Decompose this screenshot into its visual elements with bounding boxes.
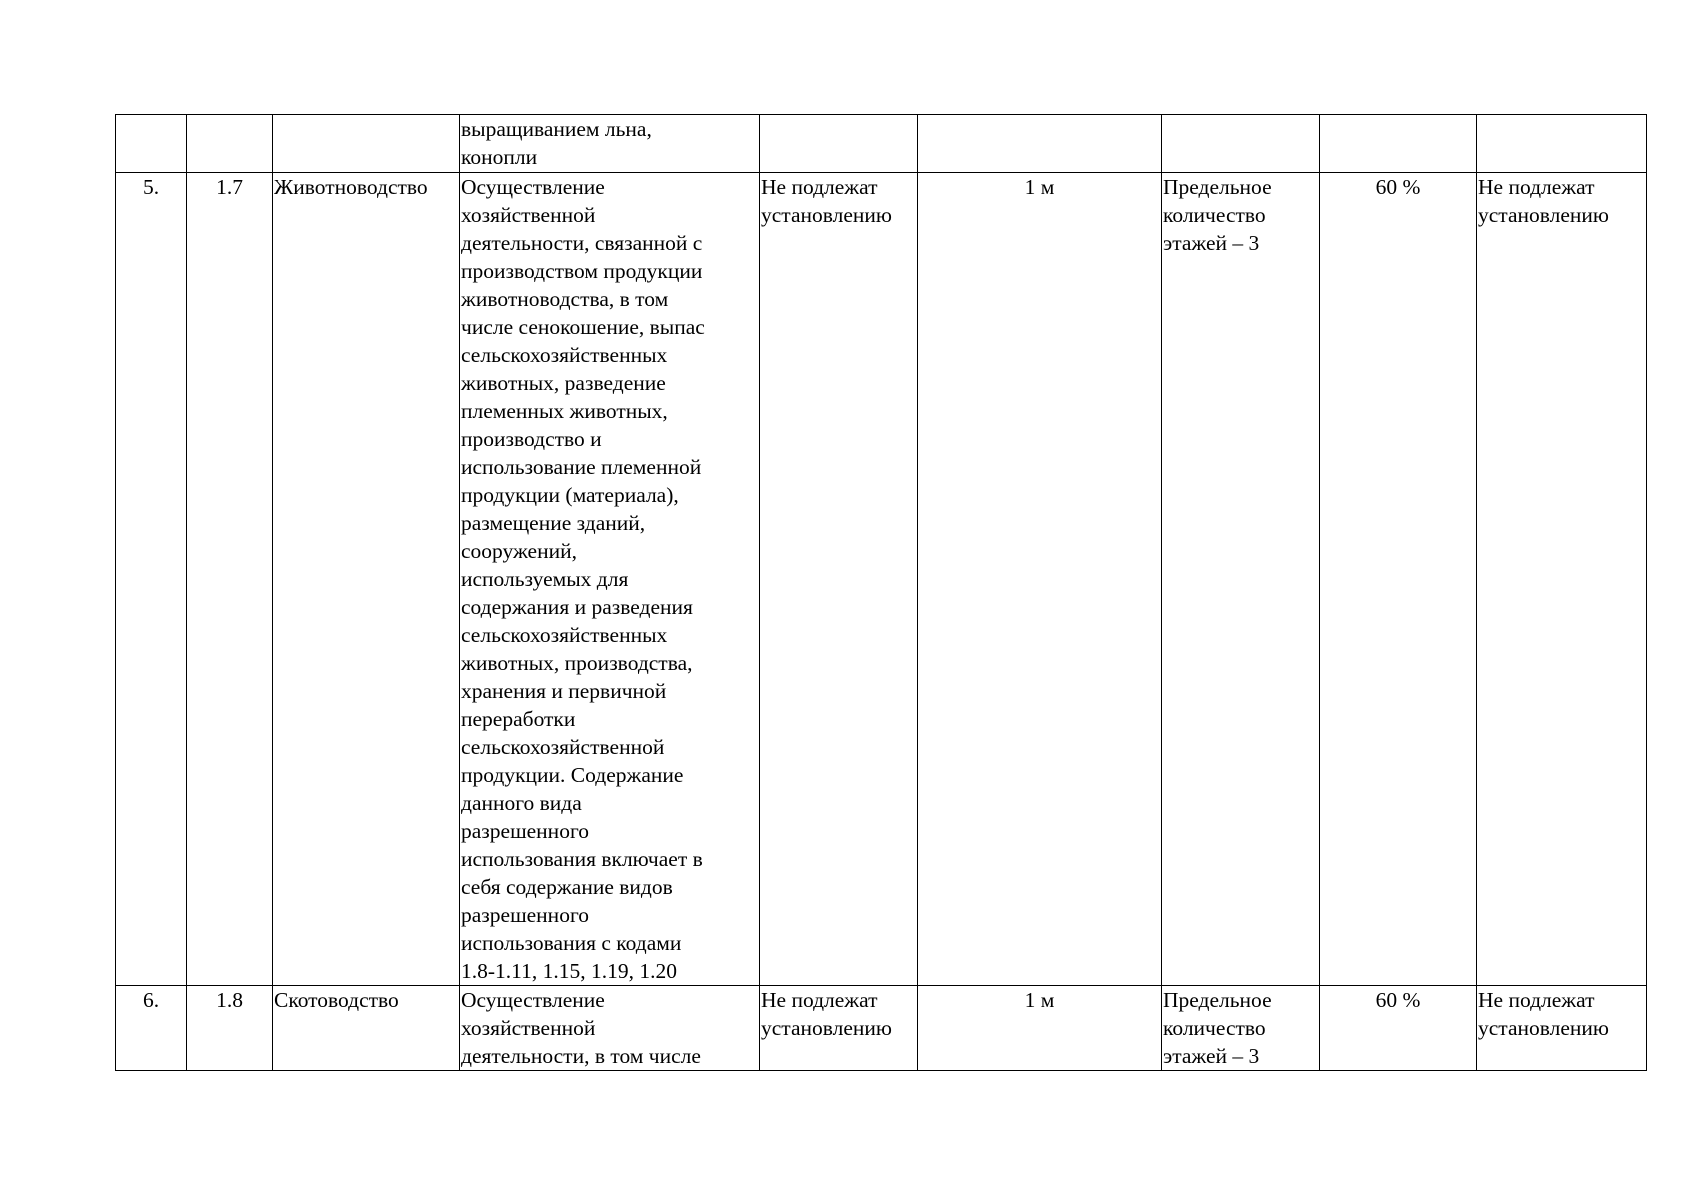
floors-line: количество — [1163, 203, 1266, 227]
size-limits-cell — [760, 986, 918, 1071]
description-line: переработки — [461, 707, 576, 731]
description-cell — [460, 173, 760, 986]
description-line: использования с кодами — [461, 931, 682, 955]
coverage-cell — [1320, 115, 1477, 173]
description-line: производство и — [461, 427, 602, 451]
description-line: содержания и разведения — [461, 595, 693, 619]
restrictions-cell — [1477, 115, 1647, 173]
description-line: данного вида — [461, 791, 582, 815]
floors-line: количество — [1163, 1016, 1266, 1040]
setback-cell: 1 м — [918, 173, 1162, 986]
description-line: хозяйственной — [461, 1016, 596, 1040]
description-line: себя содержание видов — [461, 875, 673, 899]
description-line: продукции. Содержание — [461, 763, 684, 787]
land-use-table — [115, 114, 1647, 1071]
description-line: сельскохозяйственной — [461, 735, 665, 759]
use-name-cell — [273, 115, 460, 173]
description-line: 1.8-1.11, 1.15, 1.19, 1.20 — [461, 959, 677, 983]
row-number-cell — [116, 115, 187, 173]
floors-cell — [1162, 986, 1320, 1071]
restrictions-line: установлению — [1478, 203, 1609, 227]
description-cell — [460, 115, 760, 173]
description-line: Осуществление — [461, 175, 605, 199]
floors-cell — [1162, 173, 1320, 986]
table-row — [116, 986, 1647, 1071]
description-line: племенных животных, — [461, 399, 668, 423]
floors-line: этажей – 3 — [1163, 1044, 1260, 1068]
restrictions-cell — [1477, 173, 1647, 986]
size-limits-line: Не подлежат — [761, 988, 878, 1012]
description-line: деятельности, связанной с — [461, 231, 703, 255]
floors-line: Предельное — [1163, 988, 1272, 1012]
coverage-cell: 60 % — [1320, 173, 1477, 986]
description-line: используемых для — [461, 567, 629, 591]
restrictions-line: установлению — [1478, 1016, 1609, 1040]
row-number-cell: 5. — [116, 173, 187, 986]
description-line: использование племенной — [461, 455, 702, 479]
description-line: хозяйственной — [461, 203, 596, 227]
floors-line: Предельное — [1163, 175, 1272, 199]
description-line: животноводства, в том — [461, 287, 669, 311]
description-line: животных, разведение — [461, 371, 666, 395]
setback-cell: 1 м — [918, 986, 1162, 1071]
size-limits-line: установлению — [761, 203, 892, 227]
table-row — [116, 173, 1647, 986]
code-cell: 1.7 — [187, 173, 273, 986]
code-cell: 1.8 — [187, 986, 273, 1071]
description-line: конопли — [461, 145, 538, 169]
description-line: Осуществление — [461, 988, 605, 1012]
description-line: выращиванием льна, — [461, 117, 652, 141]
use-name-cell: Скотоводство — [273, 986, 460, 1071]
floors-cell — [1162, 115, 1320, 173]
description-line: размещение зданий, — [461, 511, 646, 535]
size-limits-line: установлению — [761, 1016, 892, 1040]
description-line: сооружений, — [461, 539, 577, 563]
description-line: разрешенного — [461, 819, 589, 843]
description-line: сельскохозяйственных — [461, 343, 668, 367]
size-limits-cell — [760, 173, 918, 986]
description-line: использования включает в — [461, 847, 703, 871]
restrictions-line: Не подлежат — [1478, 175, 1595, 199]
description-line: животных, производства, — [461, 651, 693, 675]
row-number-cell: 6. — [116, 986, 187, 1071]
floors-line: этажей – 3 — [1163, 231, 1260, 255]
description-line: продукции (материала), — [461, 483, 679, 507]
size-limits-cell — [760, 115, 918, 173]
restrictions-cell — [1477, 986, 1647, 1071]
setback-cell — [918, 115, 1162, 173]
restrictions-line: Не подлежат — [1478, 988, 1595, 1012]
code-cell — [187, 115, 273, 173]
description-line: сельскохозяйственных — [461, 623, 668, 647]
description-line: хранения и первичной — [461, 679, 667, 703]
description-line: деятельности, в том числе — [461, 1044, 701, 1068]
description-line: числе сенокошение, выпас — [461, 315, 705, 339]
table-row — [116, 115, 1647, 173]
description-line: разрешенного — [461, 903, 589, 927]
coverage-cell: 60 % — [1320, 986, 1477, 1071]
use-name-cell: Животноводство — [273, 173, 460, 986]
size-limits-line: Не подлежат — [761, 175, 878, 199]
description-cell — [460, 986, 760, 1071]
description-line: производством продукции — [461, 259, 703, 283]
